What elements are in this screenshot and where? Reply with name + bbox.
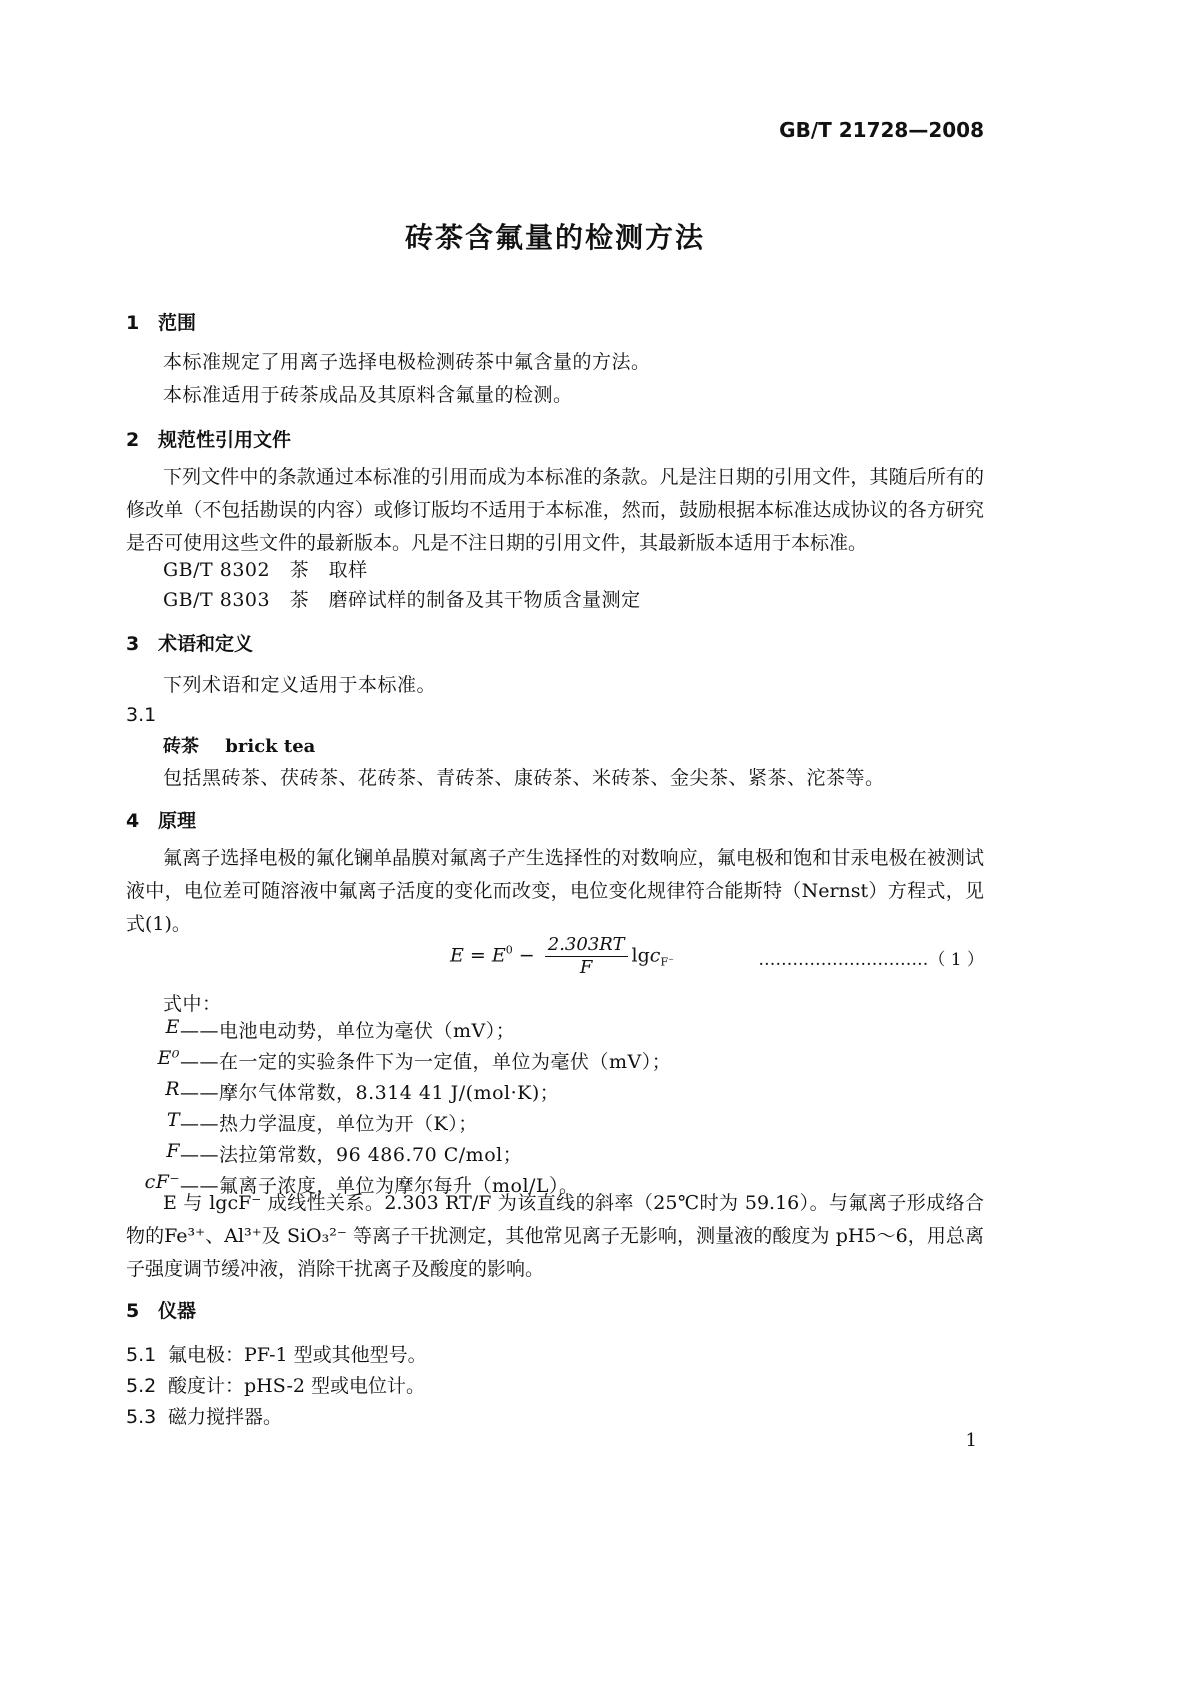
where-label: 式中： (163, 993, 222, 1015)
item-number: 5.3 (126, 1406, 157, 1428)
section-number: 2 (126, 429, 140, 451)
formula-minus: − (512, 944, 541, 967)
item-text: 氟电极：PF-1 型或其他型号。 (168, 1344, 427, 1366)
formula-e0: E (491, 944, 506, 967)
section-2-paragraph: 下列文件中的条款通过本标准的引用而成为本标准的条款。凡是注日期的引用文件，其随后所有的修改单（不包括勘误的内容）或修订版均不适用于本标准，然而，鼓励根据本标准达成协议的各方研究是否可使用这些文件的最新版本。凡是不注日期的引用文件，其最新版本适用于本标准。 (126, 466, 984, 554)
section-title: 原理 (158, 810, 197, 832)
item-number: 5.2 (126, 1375, 157, 1397)
nernst-equation (450, 934, 674, 979)
section-3-heading (126, 629, 253, 656)
reference-gbt-8303: GB/T 8303 茶 磨碎试样的制备及其干物质含量测定 (163, 589, 641, 611)
symbol-definition: ——电池电动势，单位为毫伏（mV）； (180, 1020, 516, 1042)
subsection-number: 3.1 (126, 704, 157, 726)
section-number: 1 (126, 312, 140, 334)
section-1-paragraph-1: 本标准规定了用离子选择电极检测砖茶中氟含量的方法。 (163, 351, 651, 373)
formula-lg: lg (631, 944, 650, 967)
equation-number: …………………………（ 1 ） (758, 950, 984, 970)
symbol: E (165, 1016, 180, 1038)
section-1-heading (126, 308, 196, 335)
section-5-heading (126, 1296, 196, 1323)
symbol: R (165, 1078, 180, 1100)
symbol: E⁰ (157, 1047, 180, 1069)
formula-c-subscript: F⁻ (660, 955, 674, 969)
formula-lhs: E (450, 944, 464, 967)
document-title: 砖茶含氟量的检测方法 (404, 221, 705, 254)
list-item (126, 1371, 425, 1398)
item-number: 5.1 (126, 1344, 157, 1366)
section-number: 3 (126, 633, 140, 655)
section-title: 仪器 (158, 1300, 197, 1322)
section-number: 5 (126, 1300, 140, 1322)
symbol: T (166, 1109, 180, 1131)
formula-fraction (545, 934, 628, 979)
section-3-paragraph: 下列术语和定义适用于本标准。 (163, 674, 437, 696)
page-number: 1 (965, 1430, 977, 1451)
symbol-definition: ——摩尔气体常数，8.314 41 J/(mol·K)； (180, 1082, 560, 1104)
formula-c: c (649, 944, 661, 967)
term-english: brick tea (225, 736, 316, 757)
formula-numerator: 2.303RT (545, 934, 628, 957)
section-4-closing-paragraph: E 与 lgcF⁻ 成线性关系。2.303 RT/F 为该直线的斜率（25℃时为 59.16）。与氟离子形成络合物的Fe³⁺、Al³⁺及 SiO₃²⁻ 等离子干扰测定，其他常见离子无影响，测量液的酸度为 pH5～6，用总离子强度调节缓冲液，消除干扰离子及酸度的影响。 (126, 1192, 984, 1280)
formula-equals: = (463, 944, 492, 967)
list-item (126, 1402, 282, 1429)
section-1-paragraph-2: 本标准适用于砖茶成品及其原料含氟量的检测。 (163, 384, 573, 406)
list-item (126, 1340, 427, 1367)
section-title: 术语和定义 (158, 633, 254, 655)
term-definition: 包括黑砖茶、茯砖茶、花砖茶、青砖茶、康砖茶、米砖茶、金尖茶、紧茶、沱茶等。 (163, 767, 885, 789)
standard-number: GB/T 21728—2008 (779, 118, 984, 142)
section-2-heading (126, 425, 291, 452)
symbol-definition: ——热力学温度，单位为开（K）； (180, 1113, 478, 1135)
section-number: 4 (126, 810, 140, 832)
symbol-definition: ——氟离子浓度，单位为摩尔每升（mol/L）。 (180, 1175, 579, 1197)
item-text: 酸度计：pHS-2 型或电位计。 (168, 1375, 425, 1397)
section-4-heading (126, 806, 196, 833)
symbol-definition: ——法拉第常数，96 486.70 C/mol； (180, 1144, 523, 1166)
term-chinese: 砖茶 (163, 736, 199, 757)
section-4-paragraph: 氟离子选择电极的氟化镧单晶膜对氟离子产生选择性的对数响应，氟电极和饱和甘汞电极在被测试液中，电位差可随溶液中氟离子活度的变化而改变，电位变化规律符合能斯特（Nernst）方程式，见式(1)。 (126, 847, 984, 935)
reference-gbt-8302: GB/T 8302 茶 取样 (163, 559, 368, 581)
symbol-definition: ——在一定的实验条件下为一定值，单位为毫伏（mV）； (180, 1051, 672, 1073)
formula-e0-superscript: 0 (505, 943, 513, 957)
symbol: cF⁻ (144, 1171, 180, 1193)
symbol: F (166, 1140, 180, 1162)
item-text: 磁力搅拌器。 (168, 1406, 283, 1428)
section-title: 范围 (158, 312, 197, 334)
term-heading (163, 732, 315, 758)
formula-denominator: F (579, 957, 593, 978)
section-title: 规范性引用文件 (158, 429, 292, 451)
